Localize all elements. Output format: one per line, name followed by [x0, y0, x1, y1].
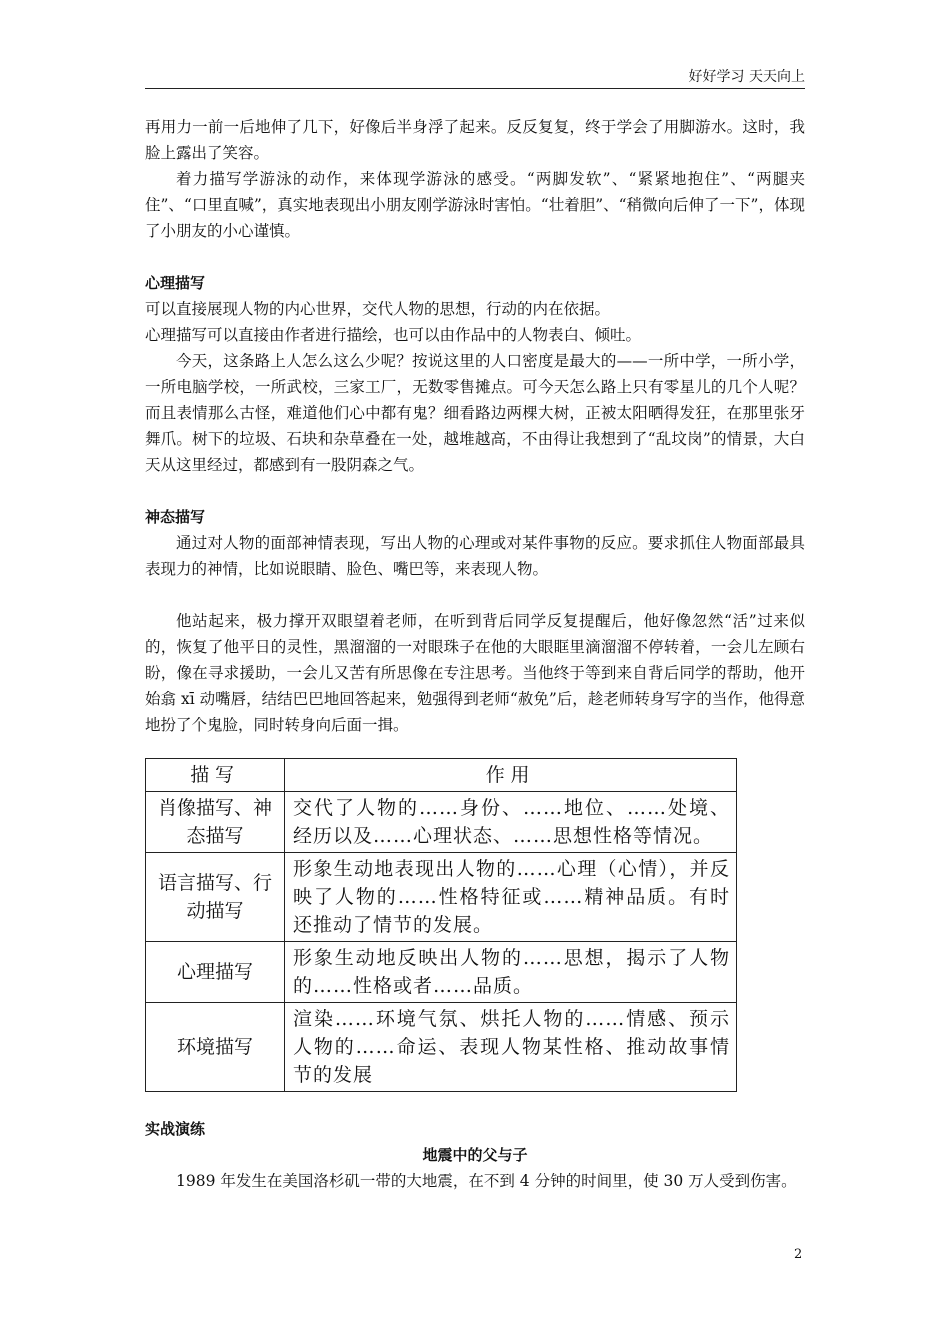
table-label-cell: 心理描写 [146, 942, 285, 1003]
page-number: 2 [794, 1247, 803, 1262]
practice-title: 地震中的父与子 [422, 1146, 528, 1164]
table-label-cell: 环境描写 [146, 1003, 285, 1092]
section-heading-practice: 实战演练 [145, 1120, 206, 1138]
table-row [146, 792, 737, 853]
practice-text: 1989 年发生在美国洛杉矶一带的大地震，在不到 4 分钟的时间里，使 30 万人受到伤害。 [176, 1172, 797, 1190]
paragraph: 再用力一前一后地伸了几下，好像后半身浮了起来。反反复复，终于学会了用脚游水。这时，我脸上露出了笑容。 [145, 118, 805, 162]
section-heading-psych: 心理描写 [145, 274, 206, 292]
table-header-row [146, 759, 737, 792]
header-text: 好好学习 天天向上 [688, 69, 805, 85]
table-header-cell: 描写 [146, 759, 285, 792]
table-body-cell: 渲染……环境气氛、烘托人物的……情感、预示人物的……命运、表现人物某性格、推动故事情节的发展 [285, 1003, 737, 1092]
table-body-cell: 交代了人物的……身份、……地位、……处境、经历以及……心理状态、……思想性格等情况。 [285, 792, 737, 853]
expression-example: 他站起来，极力撑开双眼望着老师，在听到背后同学反复提醒后，他好像忽然“活”过来似的，恢复了他平日的灵性，黑溜溜的一对眼珠子在他的大眼眶里滴溜溜不停转着，一会儿左顾右盼，像在寻求援助，一会儿又苦有所思像在专注思考。当他终于等到来自背后同学的帮助，他开始翕 xī 动嘴唇，结结巴巴地回答起来，勉强得到老师“赦免”后，趁老师转身写字的当作，他得意地扮了个鬼脸，同时转身向后面一揖。 [145, 612, 805, 734]
table-body-cell: 形象生动地反映出人物的……思想，揭示了人物的……性格或者……品质。 [285, 942, 737, 1003]
psych-method: 心理描写可以直接由作者进行描绘，也可以由作品中的人物表白、倾吐。 [145, 326, 642, 344]
table-label-cell: 肖像描写、神态描写 [146, 792, 285, 853]
document-body [145, 114, 805, 1194]
page-header [145, 64, 805, 89]
table-row [146, 853, 737, 942]
table-body-cell: 形象生动地表现出人物的……心理（心情），并反映了人物的……性格特征或……精神品质。有时还推动了情节的发展。 [285, 853, 737, 942]
psych-definition: 可以直接展现人物的内心世界，交代人物的思想，行动的内在依据。 [145, 300, 611, 318]
psych-example: 今天，这条路上人怎么这么少呢？按说这里的人口密度是最大的——一所中学，一所小学，一所电脑学校，一所武校，三家工厂，无数零售摊点。可今天怎么路上只有零星儿的几个人呢？而且表情那么古怪，难道他们心中都有鬼？细看路边两棵大树，正被太阳晒得发狂，在那里张牙舞爪。树下的垃圾、石块和杂草叠在一处，越堆越高，不由得让我想到了“乱坟岗”的情景，大白天从这里经过，都感到有一股阴森之气。 [145, 352, 805, 474]
description-table [145, 758, 737, 1092]
table-row [146, 1003, 737, 1092]
table-label-cell: 语言描写、行动描写 [146, 853, 285, 942]
analysis-paragraph: 着力描写学游泳的动作，来体现学游泳的感受。“两脚发软”、“紧紧地抱住”、“两腿夹住”、“口里直喊”，真实地表现出小朋友刚学游泳时害怕。“壮着胆”、“稍微向后伸了一下”，体现了小朋友的小心谨慎。 [145, 170, 805, 240]
expression-intro: 通过对人物的面部神情表现，写出人物的心理或对某件事物的反应。要求抓住人物面部最具表现力的神情，比如说眼睛、脸色、嘴巴等，来表现人物。 [145, 534, 805, 578]
table-row [146, 942, 737, 1003]
section-heading-expression: 神态描写 [145, 508, 206, 526]
table-header-cell: 作用 [285, 759, 737, 792]
